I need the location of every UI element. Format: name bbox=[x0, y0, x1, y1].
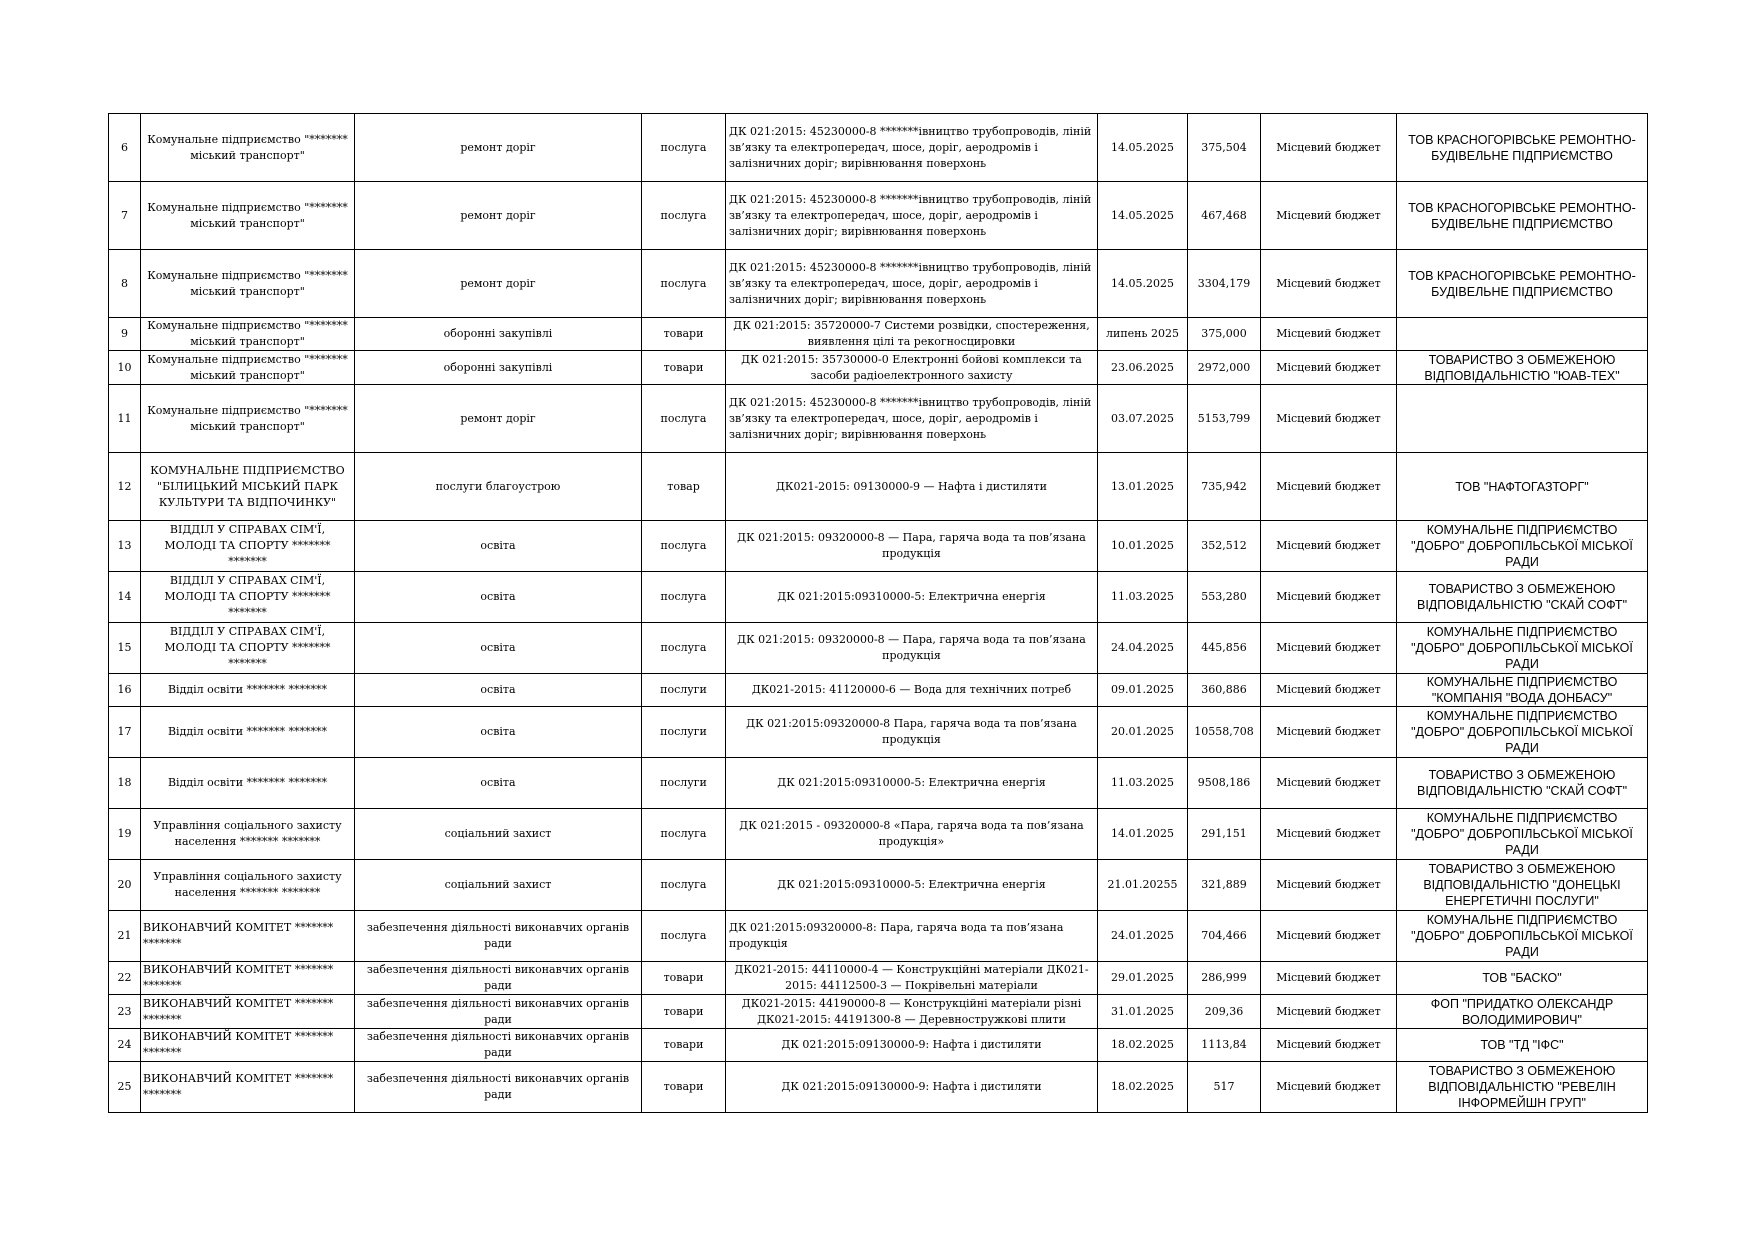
row-number: 8 bbox=[109, 250, 141, 318]
amount-cell: 352,512 bbox=[1188, 521, 1261, 572]
customer-cell: ВІДДІЛ У СПРАВАХ СІМ'Ї, МОЛОДІ ТА СПОРТУ ******* ******* bbox=[141, 572, 355, 623]
cpv-code-cell: ДК 021:2015: 45230000-8 *******івництво трубопроводів, ліній зв’язку та електропередач, шосе, доріг, аеродромів і залізничних доріг; вирівнювання поверхонь bbox=[726, 182, 1098, 250]
supplier-cell: КОМУНАЛЬНЕ ПІДПРИЄМСТВО "КОМПАНІЯ "ВОДА ДОНБАСУ" bbox=[1397, 674, 1648, 707]
date-cell: 13.01.2025 bbox=[1098, 453, 1188, 521]
cpv-code-cell: ДК 021:2015:09310000-5: Електрична енергія bbox=[726, 758, 1098, 809]
date-cell: 23.06.2025 bbox=[1098, 351, 1188, 385]
customer-cell: Комунальне підприємство "******* міський транспорт" bbox=[141, 385, 355, 453]
type-cell: товари bbox=[642, 1062, 726, 1113]
cpv-code-cell: ДК 021:2015: 35720000-7 Системи розвідки, спостереження, виявлення цілі та рекогносцировки bbox=[726, 318, 1098, 351]
supplier-cell: КОМУНАЛЬНЕ ПІДПРИЄМСТВО "ДОБРО" ДОБРОПІЛЬСЬКОЇ МІСЬКОЇ РАДИ bbox=[1397, 521, 1648, 572]
date-cell: 11.03.2025 bbox=[1098, 572, 1188, 623]
row-number: 11 bbox=[109, 385, 141, 453]
row-number: 9 bbox=[109, 318, 141, 351]
row-number: 24 bbox=[109, 1029, 141, 1062]
supplier-cell: ТОВ КРАСНОГОРІВСЬКЕ РЕМОНТНО-БУДІВЕЛЬНЕ ПІДПРИЄМСТВО bbox=[1397, 250, 1648, 318]
customer-cell: Управління соціального захисту населення ******* ******* bbox=[141, 860, 355, 911]
amount-cell: 286,999 bbox=[1188, 962, 1261, 995]
row-number: 18 bbox=[109, 758, 141, 809]
amount-cell: 10558,708 bbox=[1188, 707, 1261, 758]
date-cell: 11.03.2025 bbox=[1098, 758, 1188, 809]
date-cell: 14.05.2025 bbox=[1098, 182, 1188, 250]
amount-cell: 9508,186 bbox=[1188, 758, 1261, 809]
cpv-code-cell: ДК 021:2015: 09320000-8 — Пара, гаряча вода та пов’язана продукція bbox=[726, 623, 1098, 674]
cpv-code-cell: ДК021-2015: 44110000-4 — Конструкційні матеріали ДК021-2015: 44112500-3 — Покрівельні матеріали bbox=[726, 962, 1098, 995]
customer-cell: ВИКОНАВЧИЙ КОМІТЕТ ******* ******* bbox=[141, 962, 355, 995]
customer-cell: ВИКОНАВЧИЙ КОМІТЕТ ******* ******* bbox=[141, 1062, 355, 1113]
date-cell: 18.02.2025 bbox=[1098, 1062, 1188, 1113]
supplier-cell: ТОВАРИСТВО З ОБМЕЖЕНОЮ ВІДПОВІДАЛЬНІСТЮ "ЮАВ-ТЕХ" bbox=[1397, 351, 1648, 385]
table-row bbox=[109, 860, 1648, 911]
supplier-cell: КОМУНАЛЬНЕ ПІДПРИЄМСТВО "ДОБРО" ДОБРОПІЛЬСЬКОЇ МІСЬКОЇ РАДИ bbox=[1397, 911, 1648, 962]
row-number: 21 bbox=[109, 911, 141, 962]
type-cell: товари bbox=[642, 1029, 726, 1062]
date-cell: липень 2025 bbox=[1098, 318, 1188, 351]
cpv-code-cell: ДК021-2015: 09130000-9 — Нафта і дистиляти bbox=[726, 453, 1098, 521]
date-cell: 24.01.2025 bbox=[1098, 911, 1188, 962]
amount-cell: 467,468 bbox=[1188, 182, 1261, 250]
customer-cell: Комунальне підприємство "******* міський транспорт" bbox=[141, 182, 355, 250]
type-cell: послуги bbox=[642, 674, 726, 707]
funding-source-cell: Місцевий бюджет bbox=[1261, 860, 1397, 911]
customer-cell: Комунальне підприємство "******* міський транспорт" bbox=[141, 351, 355, 385]
amount-cell: 5153,799 bbox=[1188, 385, 1261, 453]
procurement-table bbox=[108, 113, 1648, 1113]
cpv-code-cell: ДК 021:2015: 35730000-0 Електронні бойові комплекси та засоби радіоелектронного захисту bbox=[726, 351, 1098, 385]
table-row bbox=[109, 962, 1648, 995]
amount-cell: 517 bbox=[1188, 1062, 1261, 1113]
type-cell: послуга bbox=[642, 114, 726, 182]
funding-source-cell: Місцевий бюджет bbox=[1261, 1062, 1397, 1113]
supplier-cell bbox=[1397, 318, 1648, 351]
amount-cell: 2972,000 bbox=[1188, 351, 1261, 385]
funding-source-cell: Місцевий бюджет bbox=[1261, 572, 1397, 623]
purpose-cell: освіта bbox=[355, 674, 642, 707]
row-number: 17 bbox=[109, 707, 141, 758]
funding-source-cell: Місцевий бюджет bbox=[1261, 995, 1397, 1029]
cpv-code-cell: ДК 021:2015: 45230000-8 *******івництво трубопроводів, ліній зв’язку та електропередач, шосе, доріг, аеродромів і залізничних доріг; вирівнювання поверхонь bbox=[726, 114, 1098, 182]
purpose-cell: забезпечення діяльності виконавчих органів ради bbox=[355, 911, 642, 962]
customer-cell: Відділ освіти ******* ******* bbox=[141, 758, 355, 809]
date-cell: 09.01.2025 bbox=[1098, 674, 1188, 707]
date-cell: 18.02.2025 bbox=[1098, 1029, 1188, 1062]
cpv-code-cell: ДК021-2015: 41120000-6 — Вода для технічних потреб bbox=[726, 674, 1098, 707]
supplier-cell bbox=[1397, 385, 1648, 453]
purpose-cell: соціальний захист bbox=[355, 809, 642, 860]
purpose-cell: освіта bbox=[355, 521, 642, 572]
supplier-cell: ТОВ "НАФТОГАЗТОРГ" bbox=[1397, 453, 1648, 521]
cpv-code-cell: ДК021-2015: 44190000-8 — Конструкційні матеріали різні ДК021-2015: 44191300-8 — Деревностружкові плити bbox=[726, 995, 1098, 1029]
cpv-code-cell: ДК 021:2015:09310000-5: Електрична енергія bbox=[726, 860, 1098, 911]
type-cell: послуга bbox=[642, 521, 726, 572]
funding-source-cell: Місцевий бюджет bbox=[1261, 521, 1397, 572]
date-cell: 03.07.2025 bbox=[1098, 385, 1188, 453]
type-cell: товар bbox=[642, 453, 726, 521]
customer-cell: Управління соціального захисту населення ******* ******* bbox=[141, 809, 355, 860]
date-cell: 20.01.2025 bbox=[1098, 707, 1188, 758]
table-row bbox=[109, 707, 1648, 758]
purpose-cell: забезпечення діяльності виконавчих органів ради bbox=[355, 1062, 642, 1113]
funding-source-cell: Місцевий бюджет bbox=[1261, 809, 1397, 860]
purpose-cell: забезпечення діяльності виконавчих органів ради bbox=[355, 962, 642, 995]
supplier-cell: ТОВ "БАСКО" bbox=[1397, 962, 1648, 995]
date-cell: 21.01.20255 bbox=[1098, 860, 1188, 911]
row-number: 25 bbox=[109, 1062, 141, 1113]
date-cell: 14.05.2025 bbox=[1098, 250, 1188, 318]
amount-cell: 1113,84 bbox=[1188, 1029, 1261, 1062]
funding-source-cell: Місцевий бюджет bbox=[1261, 114, 1397, 182]
customer-cell: Відділ освіти ******* ******* bbox=[141, 674, 355, 707]
cpv-code-cell: ДК 021:2015:09130000-9: Нафта і дистиляти bbox=[726, 1062, 1098, 1113]
date-cell: 24.04.2025 bbox=[1098, 623, 1188, 674]
cpv-code-cell: ДК 021:2015 - 09320000-8 «Пара, гаряча вода та пов’язана продукція» bbox=[726, 809, 1098, 860]
funding-source-cell: Місцевий бюджет bbox=[1261, 707, 1397, 758]
table-row bbox=[109, 250, 1648, 318]
date-cell: 14.01.2025 bbox=[1098, 809, 1188, 860]
cpv-code-cell: ДК 021:2015: 45230000-8 *******івництво трубопроводів, ліній зв’язку та електропередач, шосе, доріг, аеродромів і залізничних доріг; вирівнювання поверхонь bbox=[726, 385, 1098, 453]
amount-cell: 445,856 bbox=[1188, 623, 1261, 674]
table-row bbox=[109, 1062, 1648, 1113]
row-number: 16 bbox=[109, 674, 141, 707]
customer-cell: ВИКОНАВЧИЙ КОМІТЕТ ******* ******* bbox=[141, 995, 355, 1029]
amount-cell: 321,889 bbox=[1188, 860, 1261, 911]
customer-cell: Комунальне підприємство "******* міський транспорт" bbox=[141, 250, 355, 318]
purpose-cell: ремонт доріг bbox=[355, 114, 642, 182]
funding-source-cell: Місцевий бюджет bbox=[1261, 318, 1397, 351]
type-cell: товари bbox=[642, 318, 726, 351]
purpose-cell: ремонт доріг bbox=[355, 182, 642, 250]
type-cell: товари bbox=[642, 962, 726, 995]
customer-cell: ВІДДІЛ У СПРАВАХ СІМ'Ї, МОЛОДІ ТА СПОРТУ ******* ******* bbox=[141, 521, 355, 572]
cpv-code-cell: ДК 021:2015:09320000-8: Пара, гаряча вода та пов’язана продукція bbox=[726, 911, 1098, 962]
purpose-cell: ремонт доріг bbox=[355, 385, 642, 453]
table-row bbox=[109, 182, 1648, 250]
customer-cell: Комунальне підприємство "******* міський транспорт" bbox=[141, 114, 355, 182]
table-row bbox=[109, 385, 1648, 453]
table-row bbox=[109, 623, 1648, 674]
amount-cell: 209,36 bbox=[1188, 995, 1261, 1029]
date-cell: 10.01.2025 bbox=[1098, 521, 1188, 572]
type-cell: послуги bbox=[642, 707, 726, 758]
customer-cell: ВИКОНАВЧИЙ КОМІТЕТ ******* ******* bbox=[141, 911, 355, 962]
purpose-cell: забезпечення діяльності виконавчих органів ради bbox=[355, 995, 642, 1029]
supplier-cell: ТОВАРИСТВО З ОБМЕЖЕНОЮ ВІДПОВІДАЛЬНІСТЮ "СКАЙ СОФТ" bbox=[1397, 758, 1648, 809]
row-number: 22 bbox=[109, 962, 141, 995]
funding-source-cell: Місцевий бюджет bbox=[1261, 1029, 1397, 1062]
row-number: 19 bbox=[109, 809, 141, 860]
funding-source-cell: Місцевий бюджет bbox=[1261, 351, 1397, 385]
funding-source-cell: Місцевий бюджет bbox=[1261, 623, 1397, 674]
purpose-cell: освіта bbox=[355, 623, 642, 674]
date-cell: 29.01.2025 bbox=[1098, 962, 1188, 995]
supplier-cell: ТОВ "ТД "ІФС" bbox=[1397, 1029, 1648, 1062]
table-row bbox=[109, 453, 1648, 521]
cpv-code-cell: ДК 021:2015:09130000-9: Нафта і дистиляти bbox=[726, 1029, 1098, 1062]
table-row bbox=[109, 1029, 1648, 1062]
funding-source-cell: Місцевий бюджет bbox=[1261, 453, 1397, 521]
row-number: 13 bbox=[109, 521, 141, 572]
purpose-cell: соціальний захист bbox=[355, 860, 642, 911]
amount-cell: 553,280 bbox=[1188, 572, 1261, 623]
type-cell: послуга bbox=[642, 385, 726, 453]
supplier-cell: ТОВ КРАСНОГОРІВСЬКЕ РЕМОНТНО-БУДІВЕЛЬНЕ ПІДПРИЄМСТВО bbox=[1397, 114, 1648, 182]
table-row bbox=[109, 572, 1648, 623]
table-row bbox=[109, 995, 1648, 1029]
type-cell: послуга bbox=[642, 911, 726, 962]
cpv-code-cell: ДК 021:2015:09310000-5: Електрична енергія bbox=[726, 572, 1098, 623]
purpose-cell: послуги благоустрою bbox=[355, 453, 642, 521]
funding-source-cell: Місцевий бюджет bbox=[1261, 250, 1397, 318]
row-number: 14 bbox=[109, 572, 141, 623]
supplier-cell: КОМУНАЛЬНЕ ПІДПРИЄМСТВО "ДОБРО" ДОБРОПІЛЬСЬКОЇ МІСЬКОЇ РАДИ bbox=[1397, 623, 1648, 674]
table-row bbox=[109, 911, 1648, 962]
purpose-cell: ремонт доріг bbox=[355, 250, 642, 318]
cpv-code-cell: ДК 021:2015: 45230000-8 *******івництво трубопроводів, ліній зв’язку та електропередач, шосе, доріг, аеродромів і залізничних доріг; вирівнювання поверхонь bbox=[726, 250, 1098, 318]
amount-cell: 375,000 bbox=[1188, 318, 1261, 351]
customer-cell: ВИКОНАВЧИЙ КОМІТЕТ ******* ******* bbox=[141, 1029, 355, 1062]
date-cell: 31.01.2025 bbox=[1098, 995, 1188, 1029]
row-number: 20 bbox=[109, 860, 141, 911]
type-cell: послуга bbox=[642, 250, 726, 318]
amount-cell: 735,942 bbox=[1188, 453, 1261, 521]
funding-source-cell: Місцевий бюджет bbox=[1261, 962, 1397, 995]
purpose-cell: освіта bbox=[355, 707, 642, 758]
table-row bbox=[109, 351, 1648, 385]
date-cell: 14.05.2025 bbox=[1098, 114, 1188, 182]
table-row bbox=[109, 318, 1648, 351]
type-cell: послуга bbox=[642, 623, 726, 674]
table-row bbox=[109, 674, 1648, 707]
row-number: 23 bbox=[109, 995, 141, 1029]
table-row bbox=[109, 114, 1648, 182]
supplier-cell: КОМУНАЛЬНЕ ПІДПРИЄМСТВО "ДОБРО" ДОБРОПІЛЬСЬКОЇ МІСЬКОЇ РАДИ bbox=[1397, 809, 1648, 860]
amount-cell: 360,886 bbox=[1188, 674, 1261, 707]
cpv-code-cell: ДК 021:2015: 09320000-8 — Пара, гаряча вода та пов’язана продукція bbox=[726, 521, 1098, 572]
funding-source-cell: Місцевий бюджет bbox=[1261, 674, 1397, 707]
supplier-cell: ФОП "ПРИДАТКО ОЛЕКСАНДР ВОЛОДИМИРОВИЧ" bbox=[1397, 995, 1648, 1029]
purpose-cell: освіта bbox=[355, 758, 642, 809]
amount-cell: 375,504 bbox=[1188, 114, 1261, 182]
row-number: 15 bbox=[109, 623, 141, 674]
purpose-cell: оборонні закупівлі bbox=[355, 351, 642, 385]
row-number: 10 bbox=[109, 351, 141, 385]
row-number: 7 bbox=[109, 182, 141, 250]
funding-source-cell: Місцевий бюджет bbox=[1261, 182, 1397, 250]
customer-cell: Відділ освіти ******* ******* bbox=[141, 707, 355, 758]
supplier-cell: ТОВАРИСТВО З ОБМЕЖЕНОЮ ВІДПОВІДАЛЬНІСТЮ "СКАЙ СОФТ" bbox=[1397, 572, 1648, 623]
supplier-cell: ТОВАРИСТВО З ОБМЕЖЕНОЮ ВІДПОВІДАЛЬНІСТЮ "ДОНЕЦЬКІ ЕНЕРГЕТИЧНІ ПОСЛУГИ" bbox=[1397, 860, 1648, 911]
type-cell: послуги bbox=[642, 758, 726, 809]
type-cell: послуга bbox=[642, 182, 726, 250]
customer-cell: КОМУНАЛЬНЕ ПІДПРИЄМСТВО "БІЛИЦЬКИЙ МІСЬКИЙ ПАРК КУЛЬТУРИ ТА ВІДПОЧИНКУ" bbox=[141, 453, 355, 521]
amount-cell: 3304,179 bbox=[1188, 250, 1261, 318]
table-row bbox=[109, 809, 1648, 860]
supplier-cell: КОМУНАЛЬНЕ ПІДПРИЄМСТВО "ДОБРО" ДОБРОПІЛЬСЬКОЇ МІСЬКОЇ РАДИ bbox=[1397, 707, 1648, 758]
supplier-cell: ТОВАРИСТВО З ОБМЕЖЕНОЮ ВІДПОВІДАЛЬНІСТЮ "РЕВЕЛІН ІНФОРМЕЙШН ГРУП" bbox=[1397, 1062, 1648, 1113]
cpv-code-cell: ДК 021:2015:09320000-8 Пара, гаряча вода та пов’язана продукція bbox=[726, 707, 1098, 758]
type-cell: товари bbox=[642, 995, 726, 1029]
table-row bbox=[109, 521, 1648, 572]
table-row bbox=[109, 758, 1648, 809]
amount-cell: 291,151 bbox=[1188, 809, 1261, 860]
purpose-cell: забезпечення діяльності виконавчих органів ради bbox=[355, 1029, 642, 1062]
type-cell: товари bbox=[642, 351, 726, 385]
type-cell: послуга bbox=[642, 809, 726, 860]
funding-source-cell: Місцевий бюджет bbox=[1261, 911, 1397, 962]
row-number: 6 bbox=[109, 114, 141, 182]
customer-cell: ВІДДІЛ У СПРАВАХ СІМ'Ї, МОЛОДІ ТА СПОРТУ ******* ******* bbox=[141, 623, 355, 674]
purpose-cell: освіта bbox=[355, 572, 642, 623]
amount-cell: 704,466 bbox=[1188, 911, 1261, 962]
type-cell: послуга bbox=[642, 572, 726, 623]
type-cell: послуга bbox=[642, 860, 726, 911]
row-number: 12 bbox=[109, 453, 141, 521]
funding-source-cell: Місцевий бюджет bbox=[1261, 758, 1397, 809]
supplier-cell: ТОВ КРАСНОГОРІВСЬКЕ РЕМОНТНО-БУДІВЕЛЬНЕ ПІДПРИЄМСТВО bbox=[1397, 182, 1648, 250]
purpose-cell: оборонні закупівлі bbox=[355, 318, 642, 351]
customer-cell: Комунальне підприємство "******* міський транспорт" bbox=[141, 318, 355, 351]
funding-source-cell: Місцевий бюджет bbox=[1261, 385, 1397, 453]
